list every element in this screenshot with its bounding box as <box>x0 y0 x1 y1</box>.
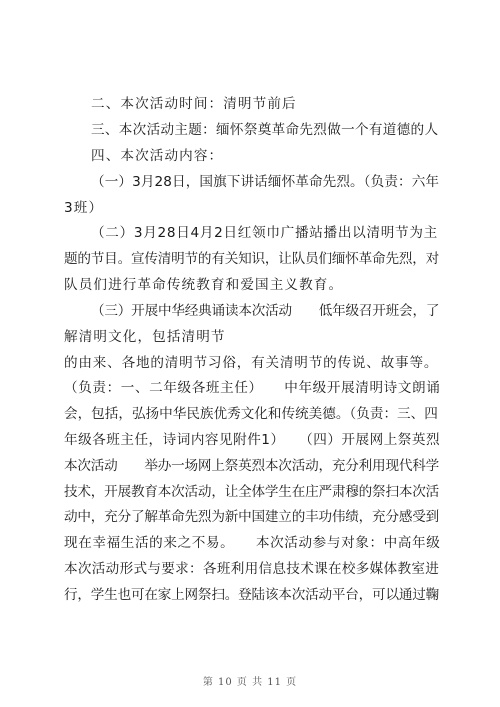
text-line-11: 的由来、各地的清明节习俗，有关清明节的传说、故事等。 <box>64 355 439 371</box>
text-line-2: 三、本次活动主题：缅怀祭奠革命先烈做一个有道德的人 <box>91 122 439 138</box>
text-line-7: 题的节目。宣传清明节的有关知识，让队员们缅怀革命先烈，对 <box>64 251 440 267</box>
text-line-10: 解清明文化，包括清明节 <box>64 329 226 345</box>
text-line-18: 现在幸福生活的来之不易。 本次活动参与对象：中高年级 <box>64 535 441 551</box>
text-line-15: 本次活动 举办一场网上祭英烈本次活动，充分利用现代科学 <box>64 458 440 474</box>
text-line-4: （一）3月28日，国旗下讲话缅怀革命先烈。（负责：六年 <box>91 174 440 190</box>
text-line-13: 会，包括，弘扬中华民族优秀文化和传统美德。（负责：三、四 <box>64 406 438 422</box>
text-line-12: （负责：一、二年级各班主任） 中年级开展清明诗文朗诵 <box>64 380 441 396</box>
page-footer: 第 10 页 共 11 页 <box>202 677 298 688</box>
text-line-14: 年级各班主任，诗词内容见附件1） （四）开展网上祭英烈 <box>64 432 441 448</box>
text-line-8: 队员们进行革命传统教育和爱国主义教育。 <box>64 277 344 293</box>
text-line-6: （二）3月28日4月2日红领巾广播站播出以清明节为主 <box>91 225 438 241</box>
text-line-16: 技术，开展教育本次活动，让全体学生在庄严肃穆的祭扫本次活 <box>64 484 440 500</box>
text-line-1: 二、本次活动时间：清明节前后 <box>91 96 297 112</box>
text-line-20: 行，学生也可在家上网祭扫。登陆该本次活动平台，可以通过鞠 <box>64 587 440 603</box>
text-line-19: 本次活动形式与要求：各班利用信息技术课在校多媒体教室进 <box>64 561 440 577</box>
text-line-17: 动中，充分了解革命先烈为新中国建立的丰功伟绩，充分感受到 <box>64 509 440 525</box>
text-line-3: 四、本次活动内容： <box>91 148 224 164</box>
text-line-9: （三）开展中华经典诵读本次活动 低年级召开班会，了 <box>91 303 440 319</box>
text-line-5: 3班） <box>64 200 104 216</box>
